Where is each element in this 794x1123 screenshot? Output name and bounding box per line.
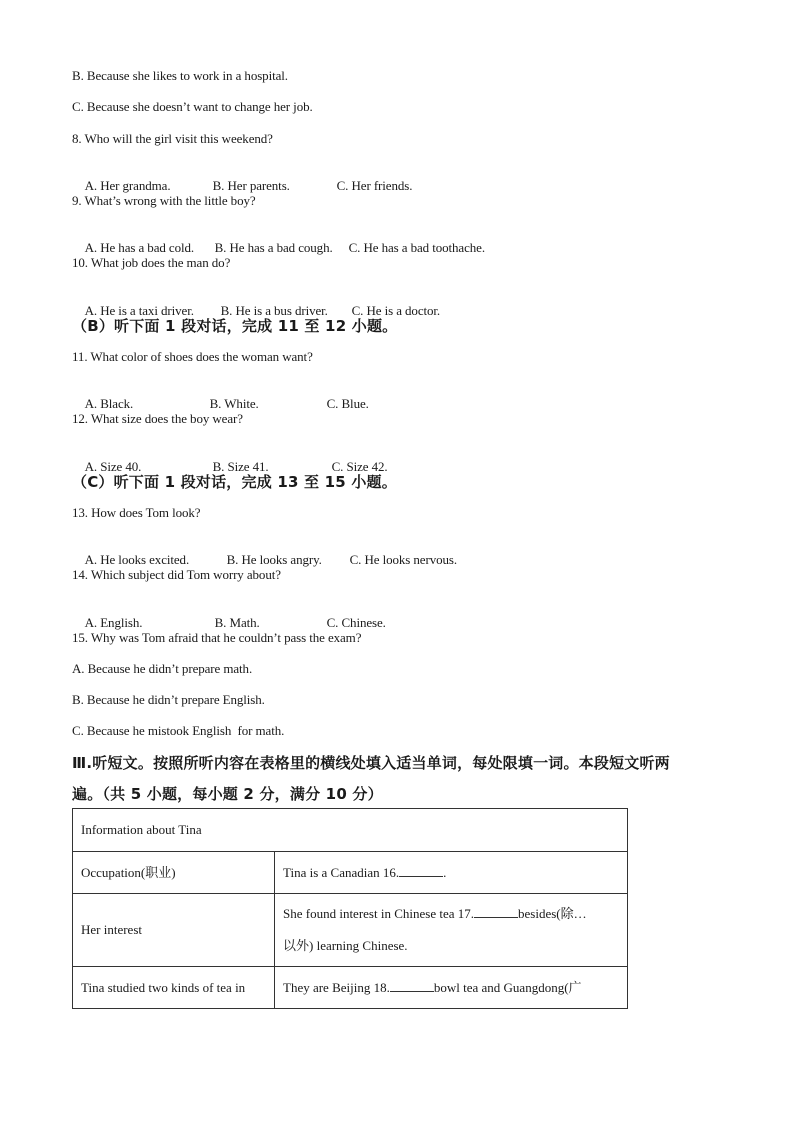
q15-option-b: B. Because he didn’t prepare English. xyxy=(72,692,265,707)
q8-option-b: B. Her parents. xyxy=(212,178,290,193)
table-row xyxy=(73,967,628,1009)
section-b-heading: （B）听下面 1 段对话，完成 11 至 12 小题。 xyxy=(72,317,398,335)
q7-option-b: B. Because she likes to work in a hospital. xyxy=(72,68,288,83)
table-title-cell: Information about Tina xyxy=(73,809,628,852)
q13-option-a: A. He looks excited. xyxy=(84,552,190,567)
tea-kinds-value xyxy=(275,967,628,1009)
part-3-instructions-line-1: Ⅲ.听短文。按照所听内容在表格里的横线处填入适当单词，每处限填一词。本段短文听两 xyxy=(72,754,670,772)
answer-blank-17[interactable] xyxy=(474,906,518,918)
occupation-label: Occupation(职业) xyxy=(73,852,275,894)
tea-kinds-text: They are Beijing 18. xyxy=(283,979,390,995)
q9-option-c: C. He has a bad toothache. xyxy=(348,240,485,255)
q15-option-c: C. Because he mistook English for math. xyxy=(72,723,285,738)
tea-kinds-label: Tina studied two kinds of tea in xyxy=(73,967,275,1009)
q8-option-c: C. Her friends. xyxy=(336,178,413,193)
table-row xyxy=(73,809,628,852)
q10-option-c: C. He is a doctor. xyxy=(351,303,441,318)
part-3-instructions-line-2: 遍。（共 5 小题，每小题 2 分，满分 10 分） xyxy=(72,785,383,803)
answer-blank-18[interactable] xyxy=(390,980,434,992)
interest-text: She found interest in Chinese tea 17. xyxy=(283,906,474,921)
question-15: 15. Why was Tom afraid that he couldn’t pass the exam? xyxy=(72,630,362,645)
q10-option-b: B. He is a bus driver. xyxy=(220,303,328,318)
table-row xyxy=(73,894,628,967)
question-10: 10. What job does the man do? xyxy=(72,255,231,270)
q9-option-b: B. He has a bad cough. xyxy=(214,240,333,255)
q15-option-a: A. Because he didn’t prepare math. xyxy=(72,661,253,676)
occupation-value xyxy=(275,852,628,894)
interest-text-cont: besides(除… xyxy=(518,906,587,921)
question-11: 11. What color of shoes does the woman want? xyxy=(72,349,313,364)
q12-option-c: C. Size 42. xyxy=(331,459,388,474)
interest-value xyxy=(275,894,628,967)
table-row xyxy=(73,852,628,894)
interest-label: Her interest xyxy=(73,894,275,967)
q7-option-c: C. Because she doesn’t want to change her job. xyxy=(72,99,313,114)
q9-option-a: A. He has a bad cold. xyxy=(84,240,195,255)
q13-option-b: B. He looks angry. xyxy=(226,552,322,567)
q13-option-c: C. He looks nervous. xyxy=(349,552,458,567)
question-12: 12. What size does the boy wear? xyxy=(72,411,243,426)
q14-option-c: C. Chinese. xyxy=(326,615,386,630)
question-8: 8. Who will the girl visit this weekend? xyxy=(72,131,273,146)
answer-blank-16[interactable] xyxy=(399,865,443,877)
q11-option-a: A. Black. xyxy=(84,396,134,411)
q11-option-c: C. Blue. xyxy=(326,396,369,411)
info-table xyxy=(72,808,628,1009)
occupation-text-end: . xyxy=(443,864,447,880)
q10-option-a: A. He is a taxi driver. xyxy=(84,303,194,318)
q14-option-a: A. English. xyxy=(84,615,143,630)
interest-text-line-2: 以外) learning Chinese. xyxy=(283,938,408,953)
q11-option-b: B. White. xyxy=(209,396,259,411)
q12-option-a: A. Size 40. xyxy=(84,459,142,474)
q14-option-b: B. Math. xyxy=(214,615,260,630)
tea-kinds-text-cont: bowl tea and Guangdong(广 xyxy=(433,979,582,995)
question-13: 13. How does Tom look? xyxy=(72,505,201,520)
section-c-heading: （C）听下面 1 段对话，完成 13 至 15 小题。 xyxy=(72,473,397,491)
question-14: 14. Which subject did Tom worry about? xyxy=(72,567,281,582)
q8-option-a: A. Her grandma. xyxy=(84,178,171,193)
occupation-text: Tina is a Canadian 16. xyxy=(283,864,400,880)
q12-option-b: B. Size 41. xyxy=(212,459,269,474)
question-9: 9. What’s wrong with the little boy? xyxy=(72,193,256,208)
